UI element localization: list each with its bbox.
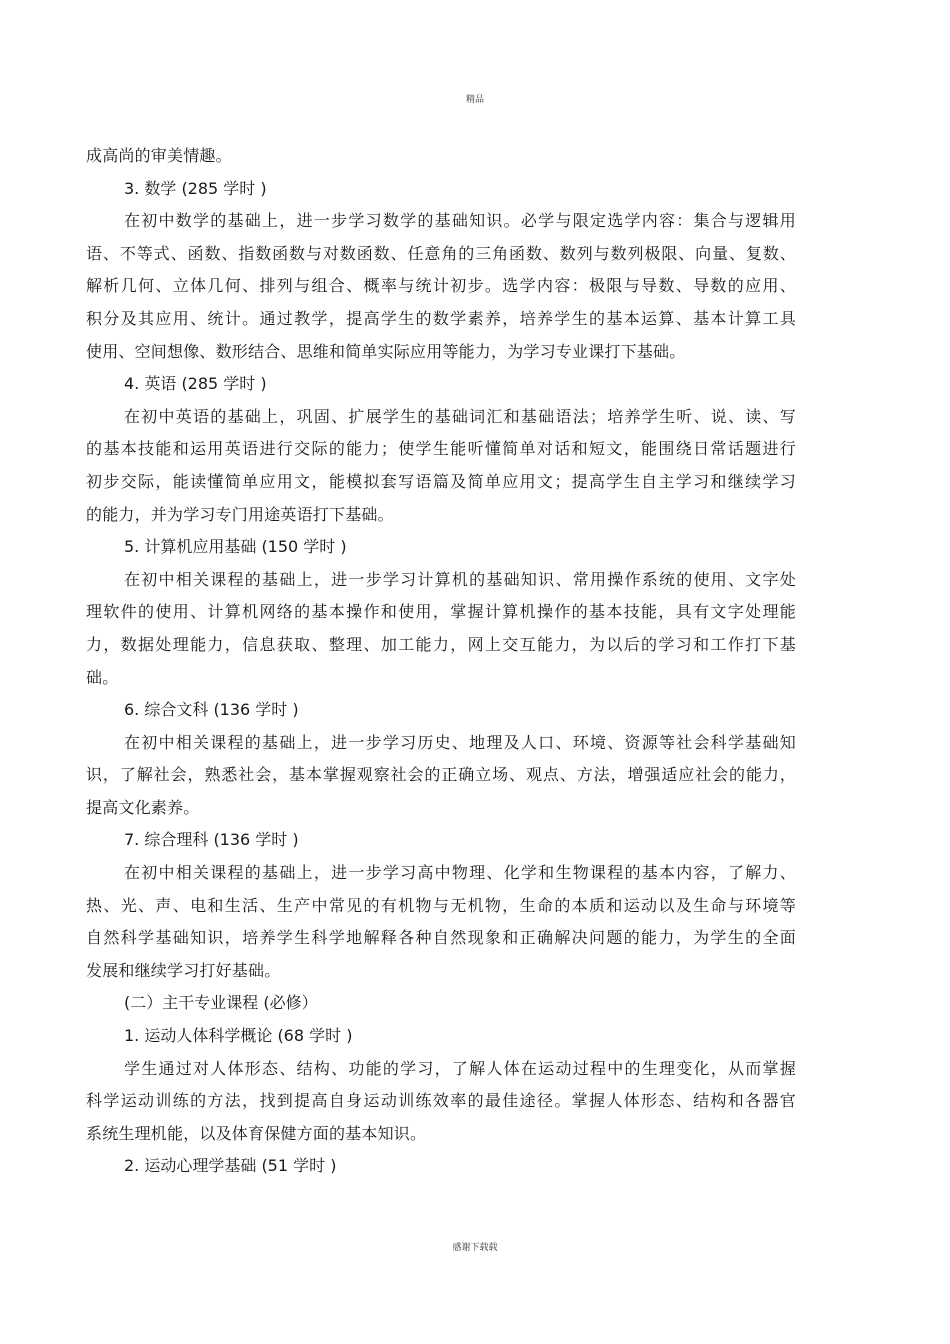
page-footer-mark: 感谢下载载	[452, 1243, 498, 1253]
paragraph-last-line: 系统生理机能，以及体育保健方面的基本知识。	[86, 1123, 427, 1143]
paragraph-last-line: 础。	[86, 667, 119, 687]
document-body	[86, 140, 796, 1183]
paragraph-first-line: 在初中英语的基础上，巩固、扩展学生的基础词汇和基础语法；培养学生听、说、读、写	[124, 406, 796, 426]
section-heading: 4. 英语 (285 学时 )	[124, 374, 267, 394]
paragraph-first-line: 在初中相关课程的基础上，进一步学习历史、地理及人口、环境、资源等社会科学基础知	[124, 732, 796, 752]
paragraph-first-line: 在初中相关课程的基础上，进一步学习高中物理、化学和生物课程的基本内容，了解力、	[124, 863, 796, 883]
page-header-mark: 精品	[465, 95, 484, 105]
paragraph-last-line: 提高文化素养。	[86, 797, 200, 817]
paragraph-last-line: 使用、空间想像、数形结合、思维和简单实际应用等能力，为学习专业课打下基础。	[86, 341, 686, 361]
paragraph-line: 语、不等式、函数、指数函数与对数函数、任意角的三角函数、数列与数列极限、向量、复数、	[86, 243, 796, 263]
paragraph-line: 初步交际，能读懂简单应用文，能模拟套写语篇及简单应用文；提高学生自主学习和继续学习	[86, 471, 796, 491]
paragraph-line: 自然科学基础知识，培养学生科学地解释各种自然现象和正确解决问题的能力，为学生的全面	[86, 928, 796, 948]
section-heading: 5. 计算机应用基础 (150 学时 )	[124, 537, 347, 557]
paragraph-line: 热、光、声、电和生活、生产中常见的有机物与无机物，生命的本质和运动以及生命与环境等	[86, 895, 796, 915]
paragraph-last-line: 成高尚的审美情趣。	[86, 146, 232, 165]
section-heading: 2. 运动心理学基础 (51 学时 )	[124, 1156, 337, 1176]
paragraph-line: 积分及其应用、统计。通过教学，提高学生的数学素养，培养学生的基本运算、基本计算工具	[86, 308, 796, 328]
paragraph-first-line: 在初中数学的基础上，进一步学习数学的基础知识。必学与限定选学内容：集合与逻辑用	[124, 211, 796, 231]
paragraph-line: 科学运动训练的方法，找到提高自身运动训练效率的最佳途径。掌握人体形态、结构和各器官	[86, 1091, 796, 1111]
paragraph-last-line: 发展和继续学习打好基础。	[86, 960, 281, 980]
paragraph-line: 力，数据处理能力，信息获取、整理、加工能力，网上交互能力，为以后的学习和工作打下基	[86, 634, 796, 654]
paragraph-first-line: 在初中相关课程的基础上，进一步学习计算机的基础知识、常用操作系统的使用、文字处	[124, 569, 796, 589]
section-heading: 6. 综合文科 (136 学时 )	[124, 700, 299, 720]
section-heading: (二）主干专业课程 (必修）	[124, 993, 318, 1013]
paragraph-line: 识，了解社会，熟悉社会，基本掌握观察社会的正确立场、观点、方法，增强适应社会的能力，	[86, 765, 796, 785]
paragraph-first-line: 学生通过对人体形态、结构、功能的学习，了解人体在运动过程中的生理变化，从而掌握	[124, 1058, 796, 1078]
paragraph-last-line: 的能力，并为学习专门用途英语打下基础。	[86, 504, 394, 524]
section-heading: 1. 运动人体科学概论 (68 学时 )	[124, 1026, 353, 1046]
section-heading: 7. 综合理科 (136 学时 )	[124, 830, 299, 850]
paragraph-line: 理软件的使用、计算机网络的基本操作和使用，掌握计算机操作的基本技能，具有文字处理能	[86, 602, 796, 622]
section-heading: 3. 数学 (285 学时 )	[124, 178, 267, 198]
paragraph-line: 的基本技能和运用英语进行交际的能力；使学生能听懂简单对话和短文，能围绕日常话题进行	[86, 439, 796, 459]
paragraph-line: 解析几何、立体几何、排列与组合、概率与统计初步。选学内容：极限与导数、导数的应用、	[86, 276, 796, 296]
